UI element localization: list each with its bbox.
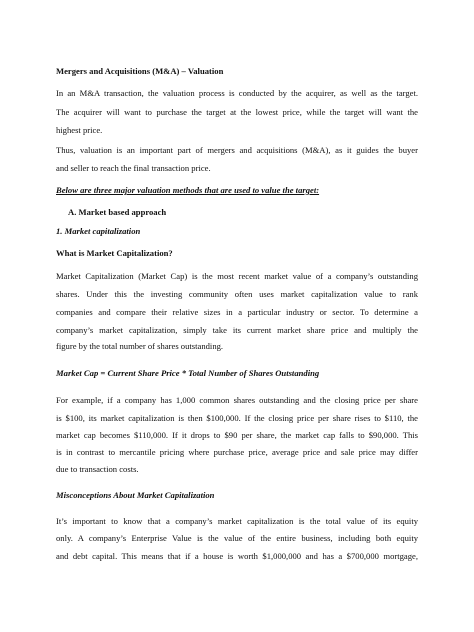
definition-line-4: company’s market capitalization, simply take its current market share price and multiply the (56, 325, 418, 335)
question-heading: What is Market Capitalization? (56, 248, 173, 258)
item-1-heading: 1. Market capitalization (56, 226, 141, 236)
formula: Market Cap = Current Share Price * Total Number of Shares Outstanding (56, 368, 320, 378)
example-line-2: is $100, its market capitalization is then $100,000. If the closing price per share rises to $110, the (56, 413, 418, 423)
definition-line-3: companies and compare their relative sizes in a particular industry or sector. To determine a (56, 307, 418, 317)
example-line-3: market cap becomes $110,000. If it drops to $90 per share, the market cap falls to $90,000. This (56, 430, 418, 440)
misconceptions-line-3: and debt capital. This means that if a house is worth $1,000,000 and has a $700,000 mortgage, (56, 551, 418, 561)
definition-line-1: Market Capitalization (Market Cap) is the most recent market value of a company’s outstanding (56, 271, 418, 281)
intro-line-1: In an M&A transaction, the valuation process is conducted by the acquirer, as well as the target. (56, 88, 418, 98)
example-line-4: is in contrast to mercantile pricing where purchase price, average price and sale price may differ (56, 447, 418, 457)
document-title: Mergers and Acquisitions (M&A) – Valuation (56, 66, 224, 76)
example-line-5: due to transaction costs. (56, 464, 139, 474)
misconceptions-line-2: only. A company’s Enterprise Value is the value of the entire business, including both equity (56, 533, 418, 543)
definition-line-2: shares. Under this the investing community often uses market capitalization value to rank (56, 289, 418, 299)
example-line-1: For example, if a company has 1,000 common shares outstanding and the closing price per share (56, 395, 418, 405)
definition-line-5: figure by the total number of shares outstanding. (56, 341, 224, 351)
intro-line-2: The acquirer will want to purchase the target at the lowest price, while the target will want the (56, 107, 418, 117)
intro2-line-2: and seller to reach the final transaction price. (56, 163, 211, 173)
misconceptions-line-1: It’s important to know that a company’s market capitalization is the total value of its equity (56, 516, 418, 526)
intro2-line-1: Thus, valuation is an important part of mergers and acquisitions (M&A), as it guides the buyer (56, 145, 418, 155)
methods-heading: Below are three major valuation methods that are used to value the target: (56, 185, 320, 195)
intro-line-3: highest price. (56, 125, 103, 135)
section-a-heading: A. Market based approach (68, 207, 167, 217)
misconceptions-heading: Misconceptions About Market Capitalization (56, 490, 215, 500)
